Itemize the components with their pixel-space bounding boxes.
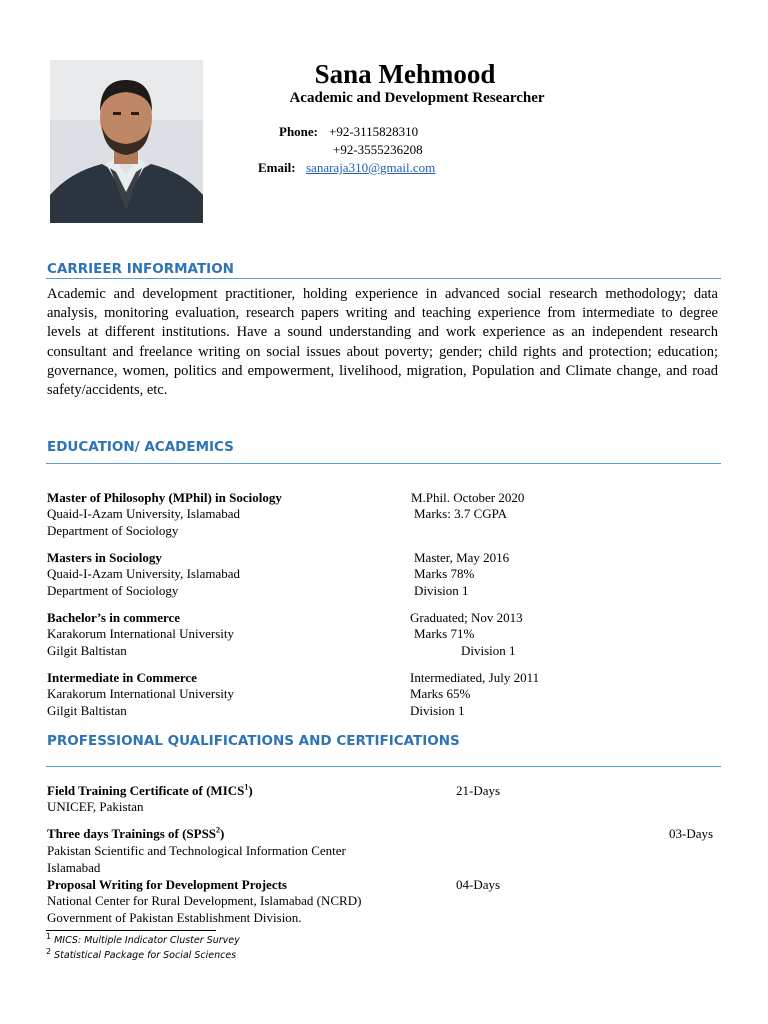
career-heading: CARRIEER INFORMATION [47,261,234,277]
certification-title: Three days Trainings of (SPSS$^2$) [47,825,225,841]
certification-location: Islamabad [47,860,101,875]
certification-title: Proposal Writing for Development Projects [47,877,287,892]
degree-marks: Marks: 3.7 CGPA [414,506,508,521]
institution: Karakorum International University [47,686,234,701]
certification-duration: 04-Days [456,877,501,892]
certification-organization: Government of Pakistan Establishment Division. [47,910,302,925]
degree-title: Masters in Sociology [47,550,162,565]
degree-division: Division 1 [414,583,469,598]
certification-provider: UNICEF, Pakistan [47,799,144,814]
location: Gilgit Baltistan [47,703,127,718]
institution: Karakorum International University [47,626,234,641]
section-divider [46,278,721,279]
certification-duration: 03-Days [669,826,714,841]
qualifications-heading: PROFESSIONAL QUALIFICATIONS AND CERTIFICATIONS [47,733,460,749]
section-divider [46,463,721,464]
institution: Quaid-I-Azam University, Islamabad [47,506,241,521]
education-heading: EDUCATION/ ACADEMICS [47,439,234,455]
phone-number-2: +92-3555236208 [333,142,423,157]
profile-photo [50,60,203,223]
career-summary: Academic and development practitioner, holding experience in advanced social research methodology; data analysis, monitoring evaluation, research papers writing and teaching experience from intermediate to degree levels at different institutions. Have a sound understanding and work experience as an independent research consultant and freelance writing on social issues about poverty; gender; child rights and protection; education; governance, women, politics and empowerment, livelihood, migration, Population and Climate change, and road safety/accidents, etc. [47,286,718,399]
candidate-title: Academic and Development Researcher [289,90,545,106]
degree-division: Division 1 [461,643,516,658]
degree-marks: Marks 71% [414,626,475,641]
degree-title: Master of Philosophy (MPhil) in Sociology [47,490,282,505]
footnote-divider [46,930,216,931]
certification-title: Field Training Certificate of (MICS$^1$) [47,782,253,798]
certification-duration: 21-Days [456,783,501,798]
degree-date: Master, May 2016 [414,550,510,565]
phone-number-1: +92-3115828310 [329,124,419,139]
degree-title: Bachelor’s in commerce [47,610,181,625]
section-divider [46,766,721,767]
email-link[interactable]: sanaraja310@gmail.com [306,160,436,175]
degree-date: Intermediated, July 2011 [410,670,540,685]
email-label: Email: [258,160,296,175]
degree-title: Intermediate in Commerce [47,670,197,685]
degree-date: Graduated; Nov 2013 [410,610,523,625]
degree-date: M.Phil. October 2020 [411,490,525,505]
certification-provider: Pakistan Scientific and Technological Information Center [47,843,346,858]
department: Department of Sociology [47,583,179,598]
institution: Quaid-I-Azam University, Islamabad [47,566,241,581]
degree-division: Division 1 [410,703,465,718]
phone-label: Phone: [279,124,318,139]
degree-marks: Marks 78% [414,566,475,581]
department: Department of Sociology [47,523,179,538]
candidate-name: Sana Mehmood [314,59,496,89]
certification-provider: National Center for Rural Development, Islamabad (NCRD) [47,893,362,908]
location: Gilgit Baltistan [47,643,127,658]
degree-marks: Marks 65% [410,686,471,701]
footnote-2: $^2$ Statistical Package for Social Sciences [46,946,237,961]
footnote-1: $^1$ MICS: Multiple Indicator Cluster Survey [46,931,240,946]
